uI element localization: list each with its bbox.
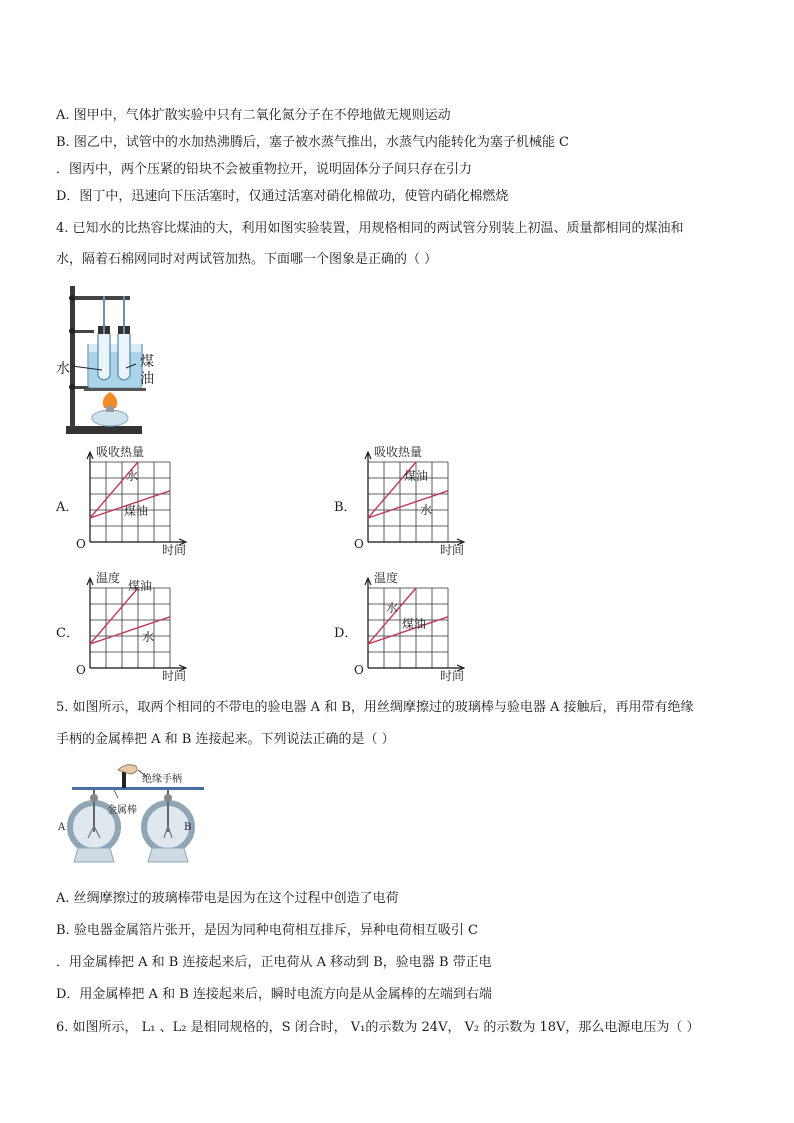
oil-label-1: 煤 (140, 354, 154, 370)
q5-stem-line2: 手柄的金属棒把 A 和 B 连接起来。下列说法正确的是（ ） (56, 732, 395, 747)
graph-ylabel: 吸收热量 (374, 446, 423, 459)
graph-origin: O (354, 663, 364, 677)
q3-option-c: ．图丙中，两个压紧的铅块不会被重物拉开，说明固体分子间只存在引力 (56, 162, 473, 177)
rod-label: 金属棒 (107, 805, 137, 816)
flame-icon (103, 392, 117, 408)
oil-label-2: 油 (140, 371, 154, 387)
graph-xlabel: 时间 (162, 543, 187, 557)
graph-a (72, 446, 192, 558)
graph-lower-label: 煤油 (124, 504, 149, 518)
electroscope-b-label: B (184, 822, 192, 833)
graph-d (350, 572, 470, 684)
q5-option-d: D．用金属棒把 A 和 B 连接起来后，瞬时电流方向是从金属棒的左端到右端 (56, 987, 492, 1002)
hand-icon (118, 765, 137, 774)
q4-stem-line2: 水，隔着石棉网同时对两试管加热。下面哪一个图象是正确的（ ） (56, 252, 438, 267)
q5-option-c: ．用金属棒把 A 和 B 连接起来后，正电荷从 A 移动到 B，验电器 B 带正电 (56, 955, 492, 970)
graph-d-option: D． (334, 626, 358, 641)
graph-xlabel: 时间 (440, 543, 465, 557)
stand-base (66, 426, 142, 434)
q3-option-a: A. 图甲中，气体扩散实验中只有二氧化氮分子在不停地做无规则运动 (56, 108, 451, 123)
graph-c-option: C． (56, 626, 79, 641)
insulated-handle (122, 772, 126, 788)
q5-stem-line1: 5. 如图所示，取两个相同的不带电的验电器 A 和 B，用丝绸摩擦过的玻璃棒与验电器 A 接触后，再用带有绝缘 (56, 700, 694, 715)
graph-upper-label: 水 (126, 469, 139, 483)
graph-ylabel: 温度 (96, 572, 121, 585)
clamp-bar (70, 296, 130, 300)
metal-rod (72, 787, 204, 790)
graph-c (72, 572, 192, 684)
graph-b (350, 446, 470, 558)
graph-b-option: B． (334, 500, 357, 515)
graph-lower-label: 煤油 (402, 617, 427, 631)
q4-stem-line1: 4. 已知水的比热容比煤油的大，利用如图实验装置，用规格相同的两试管分别装上初温、质量都相同的煤油和 (56, 221, 684, 236)
graph-origin: O (354, 537, 364, 551)
q6-stem-line1: 6. 如图所示， L₁ 、L₂ 是相同规格的，S 闭合时， V₁的示数为 24V， V₂ 的示数为 18V，那么电源电压为（ ） (56, 1020, 700, 1035)
q3-option-d: D．图丁中，迅速向下压活塞时，仅通过活塞对硝化棉做功，使管内硝化棉燃烧 (56, 189, 509, 204)
graph-lower-label: 水 (142, 630, 155, 644)
water-label: 水 (56, 361, 70, 377)
electroscope-figure (56, 762, 206, 870)
graph-upper-label: 水 (386, 601, 399, 615)
q5-option-a: A. 丝绸摩擦过的玻璃棒带电是因为在这个过程中创造了电荷 (56, 891, 399, 906)
q5-option-b: B. 验电器金属箔片张开，是因为同种电荷相互排斥，异种电荷相互吸引 C (56, 923, 478, 938)
graph-ylabel: 温度 (374, 572, 399, 585)
graph-lower-label: 水 (420, 503, 433, 517)
graph-ylabel: 吸收热量 (96, 446, 145, 459)
handle-label: 绝缘手柄 (142, 774, 182, 785)
electroscope-a-label: A (58, 822, 66, 833)
graph-xlabel: 时间 (162, 669, 187, 683)
graph-a-option: A． (56, 500, 79, 515)
heating-apparatus-figure (56, 282, 176, 440)
graph-origin: O (76, 663, 86, 677)
graph-upper-label: 煤油 (404, 469, 429, 483)
q3-option-b: B. 图乙中，试管中的水加热沸腾后，塞子被水蒸气推出，水蒸气内能转化为塞子机械能 C (56, 135, 569, 150)
graph-upper-label: 煤油 (128, 579, 153, 593)
graph-xlabel: 时间 (440, 669, 465, 683)
graph-origin: O (76, 537, 86, 551)
stand-pole (70, 286, 75, 428)
